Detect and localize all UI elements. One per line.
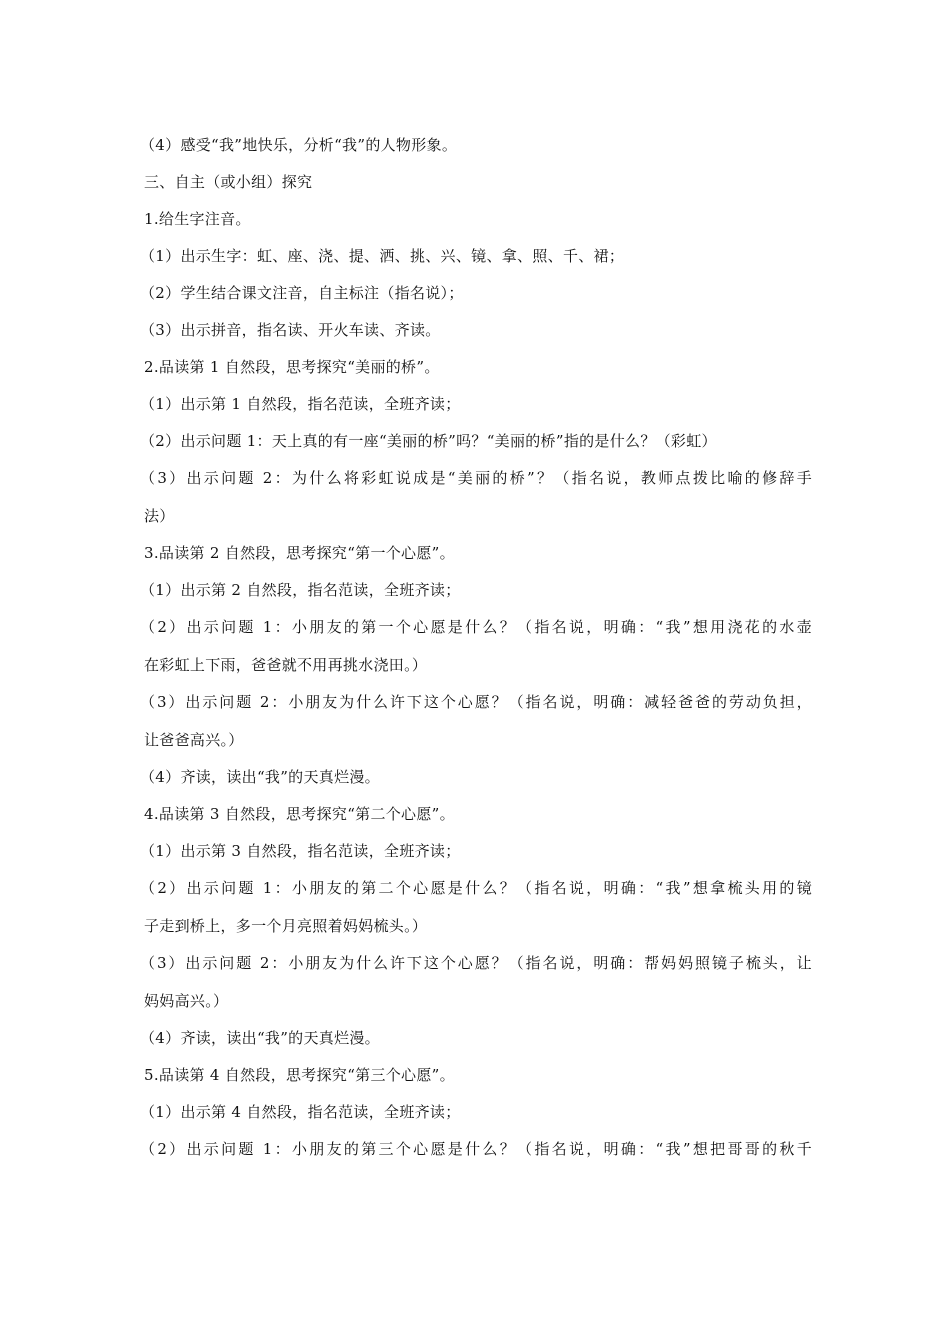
text-line: （1）出示第 3 自然段，指名范读，全班齐读； (140, 842, 461, 860)
step-heading: 4.品读第 3 自然段，思考探究“第二个心愿”。 (144, 805, 455, 823)
text-line: （2）学生结合课文注音，自主标注（指名说）； (140, 284, 464, 302)
section-heading: 三、自主（或小组）探究 (144, 173, 313, 191)
text-line: （4）齐读，读出“我”的天真烂漫。 (140, 1029, 380, 1047)
paragraph-first-line: （2）出示问题 1：小朋友的第一个心愿是什么？（指名说，明确：“我”想用浇花的水壶 (140, 618, 812, 636)
text-line: （4）齐读，读出“我”的天真烂漫。 (140, 768, 380, 786)
document-body (140, 127, 812, 1169)
paragraph-continuation: 子走到桥上，多一个月亮照着妈妈梳头。） (144, 916, 428, 935)
paragraph-continuation: 在彩虹上下雨，爸爸就不用再挑水浇田。） (144, 655, 428, 674)
wrapped-paragraph (140, 1131, 812, 1169)
wrapped-paragraph (140, 460, 812, 535)
step-heading: 3.品读第 2 自然段，思考探究“第一个心愿”。 (144, 544, 455, 562)
text-line: （1）出示第 1 自然段，指名范读，全班齐读； (140, 395, 461, 413)
wrapped-paragraph (140, 870, 812, 945)
paragraph-first-line: （3）出示问题 2：小朋友为什么许下这个心愿？（指名说，明确：减轻爸爸的劳动负担， (140, 693, 812, 711)
paragraph-continuation: 妈妈高兴。） (144, 991, 229, 1010)
paragraph-first-line: （3）出示问题 2：为什么将彩虹说成是“美丽的桥”？（指名说，教师点拨比喻的修辞手 (140, 469, 812, 487)
step-heading: 2.品读第 1 自然段，思考探究“美丽的桥”。 (144, 358, 440, 376)
paragraph-continuation: 法） (144, 506, 175, 525)
paragraph-first-line: （3）出示问题 2：小朋友为什么许下这个心愿？（指名说，明确：帮妈妈照镜子梳头，让 (140, 954, 812, 972)
text-line: （1）出示第 4 自然段，指名范读，全班齐读； (140, 1103, 461, 1121)
text-line: （1）出示生字：虹、座、浇、提、洒、挑、兴、镜、拿、照、千、裙； (140, 247, 625, 265)
text-line: （1）出示第 2 自然段，指名范读，全班齐读； (140, 581, 461, 599)
text-line: （4）感受“我”地快乐，分析“我”的人物形象。 (140, 136, 458, 154)
paragraph-first-line: （2）出示问题 1：小朋友的第二个心愿是什么？（指名说，明确：“我”想拿梳头用的镜 (140, 879, 812, 897)
step-heading: 1.给生字注音。 (144, 210, 251, 228)
paragraph-continuation: 让爸爸高兴。） (144, 730, 244, 749)
paragraph-first-line: （2）出示问题 1：小朋友的第三个心愿是什么？（指名说，明确：“我”想把哥哥的秋千 (140, 1140, 812, 1158)
text-line: （3）出示拼音，指名读、开火车读、齐读。 (140, 321, 441, 339)
wrapped-paragraph (140, 684, 812, 759)
text-line: （2）出示问题 1：天上真的有一座“美丽的桥”吗？“美丽的桥”指的是什么？（彩虹） (140, 432, 717, 450)
wrapped-paragraph (140, 609, 812, 684)
wrapped-paragraph (140, 945, 812, 1020)
step-heading: 5.品读第 4 自然段，思考探究“第三个心愿”。 (144, 1066, 455, 1084)
